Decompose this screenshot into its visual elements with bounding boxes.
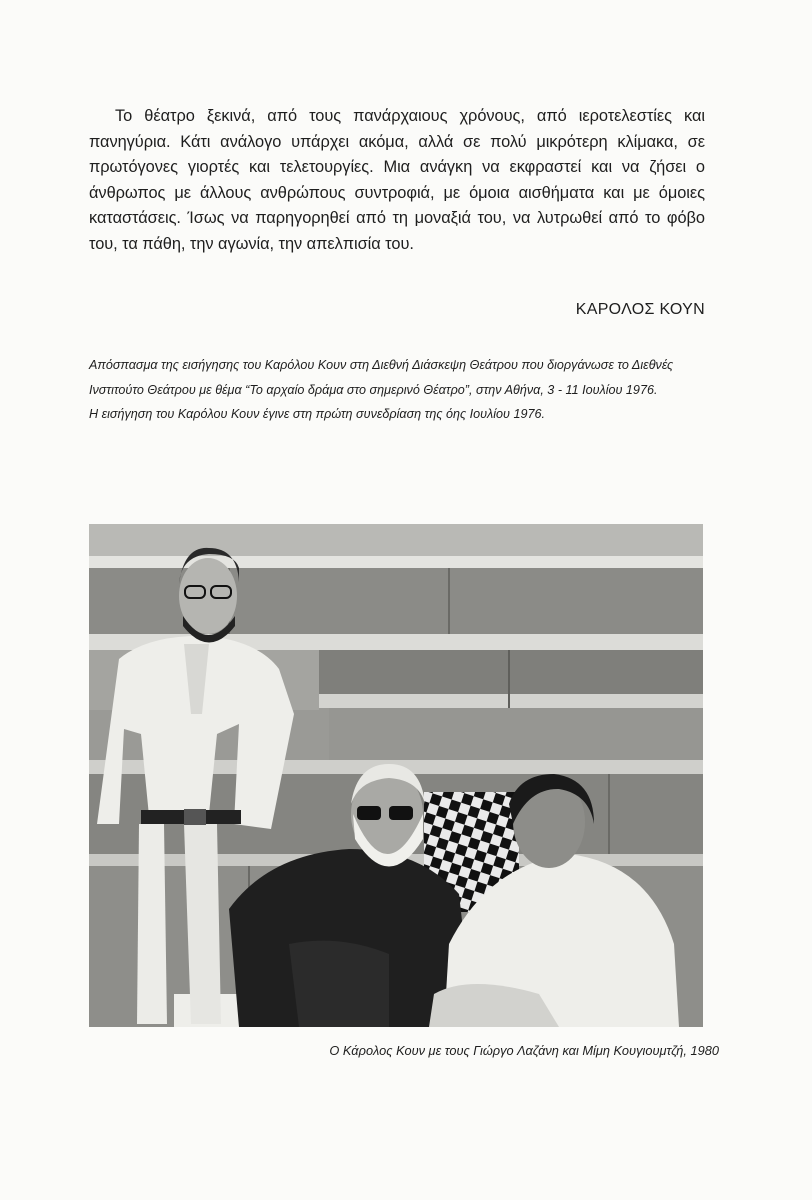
- quote-paragraph: Το θέατρο ξεκινά, από τους πανάρχαιους χρόνους, από ιεροτελεστίες και πανηγύρια. Κάτι ανάλογο υπάρχει ακόμα, αλλά σε πολύ μικρότερη κλίμακα, σε πρωτόγονες γιορτές και τελετουργίες. Μια ανάγκη να εκφραστεί και να ζήσει ο άνθρωπος με άλλους ανθρώπους συντροφιά, με όμοια αισθήματα και με όμοιες καταστάσεις. Ίσως να παρηγορηθεί από τη μοναξιά του, να λυτρωθεί από το φόβο του, τα πάθη, την αγωνία, την απελπισία του.: [89, 107, 705, 253]
- black-and-white-photograph: [89, 524, 703, 1027]
- source-note-line: Ινστιτούτο Θεάτρου με θέμα “Το αρχαίο δράμα στο σημερινό Θέατρο”, στην Αθήνα, 3 - 11 Ιουλίου 1976.: [89, 382, 658, 397]
- source-note-line: Η εισήγηση του Καρόλου Κουν έγινε στη πρώτη συνεδρίαση της όης Ιουλίου 1976.: [89, 407, 545, 421]
- source-note-line: Απόσπασμα της εισήγησης του Καρόλου Κουν στη Διεθνή Διάσκεψη Θεάτρου που διοργάνωσε το Διεθνές: [89, 358, 674, 372]
- photo-caption: Ο Κάρολος Κουν με τους Γιώργο Λαζάνη και Μίμη Κουγιουμτζή, 1980: [329, 1043, 719, 1058]
- source-note: [89, 353, 729, 427]
- quote-author: ΚΑΡΟΛΟΣ ΚΟΥΝ: [575, 301, 705, 318]
